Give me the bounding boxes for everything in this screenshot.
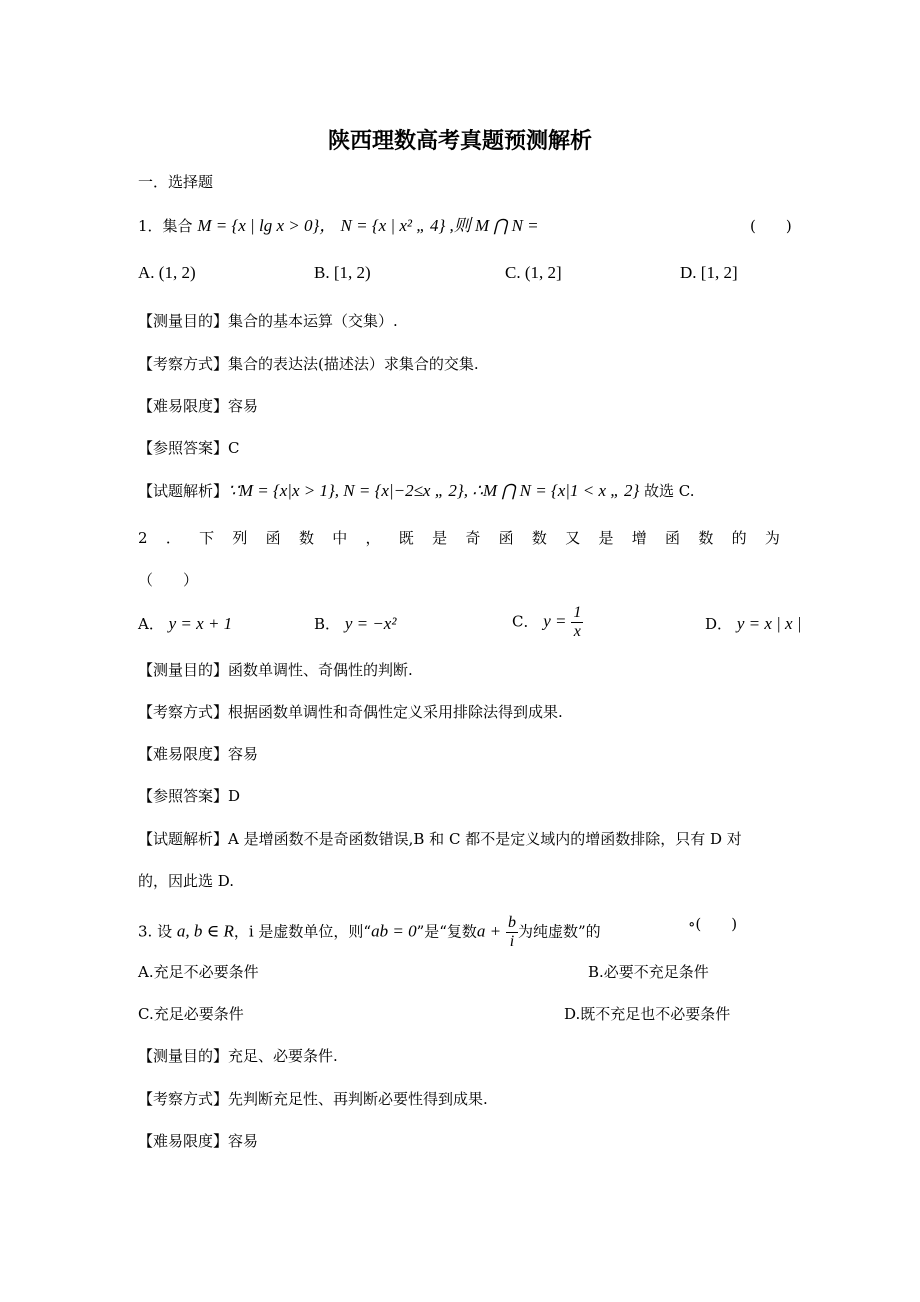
q1-option-a: A. (1, 2) [138,263,196,282]
q2-option-d [705,614,802,634]
q2-stem-char: ． [165,529,181,547]
q2-stem-char: 数 [531,529,547,547]
q1-purpose-text: 集合的基本运算（交集）. [228,312,398,330]
q1-method [138,354,479,374]
q2-stem-char: ， [365,529,381,547]
q1-difficulty-text: 容易 [228,397,259,415]
q2-option-c-label: C． [512,612,539,631]
q1-method-label: 【考察方式】 [138,355,229,373]
q3-fraction [506,914,518,951]
q1-option-b: B. [1, 2) [314,263,371,282]
q2-purpose-text: 函数单调性、奇偶性的判断. [228,661,413,679]
q2-analysis-continued: 的，因此选 D. [138,872,235,890]
q2-purpose [138,660,413,680]
q2-option-c-math: y = [543,611,567,631]
q3-difficulty-label: 【难易限度】 [138,1132,229,1150]
q2-option-b [314,614,396,634]
q2-answer [138,786,240,806]
q3-fraction-denominator: i [509,933,515,950]
q3-stem-math1: a, b ∈ R [176,921,234,941]
q3-purpose-label: 【测量目的】 [138,1047,229,1065]
q2-option-c-denominator: x [573,623,581,640]
q1-difficulty-label: 【难易限度】 [138,397,229,415]
q1-stem-math: M = {x | lg x > 0}， N = {x | x² „ 4} ,则 M ⋂ N = [197,216,539,235]
q1-option-d: D. [1, 2] [680,263,738,282]
q2-stem-char: 增 [631,529,647,547]
q3-stem-math2: ab = 0 [371,921,417,941]
q1-paren: ( ) [750,217,792,235]
q2-option-c-fraction [571,604,583,641]
q3-option-a: A.充足不必要条件 [138,963,259,981]
q2-option-a-label: A． [138,615,164,633]
q2-option-a-math: y = x + 1 [168,614,233,633]
q1-stem [138,216,539,236]
q3-stem-mid2: ”是“复数 [416,922,477,941]
q3-option-d: D.既不充足也不必要条件 [564,1005,731,1023]
q3-option-c: C.充足必要条件 [138,1005,244,1023]
q2-stem-char: 函 [498,529,514,547]
q2-paren: （ ） [138,571,199,589]
q2-stem-char: 中 [332,529,348,547]
q3-fraction-numerator: b [507,914,516,931]
q2-stem-char: 函 [665,529,681,547]
q2-stem [138,528,780,548]
q2-option-a [138,614,232,634]
q1-purpose [138,311,398,331]
q2-method-text: 根据函数单调性和奇偶性定义采用排除法得到成果. [228,703,563,721]
q2-method-label: 【考察方式】 [138,703,229,721]
q2-purpose-label: 【测量目的】 [138,661,229,679]
q2-stem-char: 又 [565,529,581,547]
q1-method-text: 集合的表达法(描述法）求集合的交集. [228,355,479,373]
q2-difficulty-text: 容易 [228,745,259,763]
q2-difficulty [138,744,258,764]
q3-stem-prefix: 3. 设 [138,922,173,941]
q1-analysis-label: 【试题解析】 [138,482,229,500]
q2-analysis [138,829,742,849]
q1-answer-text: C [228,439,240,457]
q2-stem-char: 为 [764,529,780,547]
page-title: 陕西理数高考真题预测解析 [327,129,592,154]
q2-option-b-math: y = −x² [344,614,397,633]
q2-stem-char: 的 [731,529,747,547]
q3-stem-math3: a + [476,921,502,941]
q2-answer-label: 【参照答案】 [138,787,229,805]
q1-purpose-label: 【测量目的】 [138,312,229,330]
q2-method [138,702,563,722]
q1-analysis-tail: 故选 C. [644,482,695,500]
q2-stem-char: 函 [265,529,281,547]
q1-analysis-math: ∵M = {x|x > 1}, N = {x|−2≤x „ 2}, ∴M ⋂ N = {x|1 < x „ 2} [228,481,640,500]
q1-answer-label: 【参照答案】 [138,439,229,457]
q2-stem-char: 列 [232,529,248,547]
q3-difficulty-text: 容易 [228,1132,259,1150]
q1-option-c: C. (1, 2] [505,263,562,282]
q2-stem-char: 数 [298,529,314,547]
q3-paren: ∘( ) [688,915,738,933]
q3-method [138,1089,488,1109]
section-heading: 一．选择题 [138,173,214,191]
q3-option-b: B.必要不充足条件 [588,963,709,981]
q2-option-c [512,604,583,641]
q2-difficulty-label: 【难易限度】 [138,745,229,763]
q2-option-d-label: D． [705,615,733,633]
q2-analysis-label: 【试题解析】 [138,830,229,848]
q3-stem-tail: 为纯虚数”的 [517,922,601,941]
q3-stem [138,914,601,951]
q3-difficulty [138,1131,258,1151]
q1-analysis [138,481,695,501]
q2-stem-char: 2 [138,529,148,547]
q2-stem-char: 是 [432,529,448,547]
q3-purpose [138,1046,338,1066]
q2-stem-char: 奇 [465,529,481,547]
q1-difficulty [138,396,258,416]
q2-option-c-numerator: 1 [573,604,582,621]
q2-stem-char: 数 [698,529,714,547]
q2-option-b-label: B． [314,615,341,633]
q3-method-text: 先判断充足性、再判断必要性得到成果. [228,1090,488,1108]
q2-stem-char: 是 [598,529,614,547]
q3-method-label: 【考察方式】 [138,1090,229,1108]
q3-stem-mid: ，i 是虚数单位，则“ [233,922,372,941]
q3-purpose-text: 充足、必要条件. [228,1047,338,1065]
q2-analysis-line1: A 是增函数不是奇函数错误,B 和 C 都不是定义域内的增函数排除，只有 D 对 [228,830,742,848]
q2-answer-text: D [228,787,241,805]
q2-stem-char: 下 [199,529,215,547]
q1-answer [138,438,240,458]
q2-stem-char: 既 [398,529,414,547]
q1-stem-prefix: 1．集合 [138,217,193,235]
q2-option-d-math: y = x | x | [736,614,802,633]
